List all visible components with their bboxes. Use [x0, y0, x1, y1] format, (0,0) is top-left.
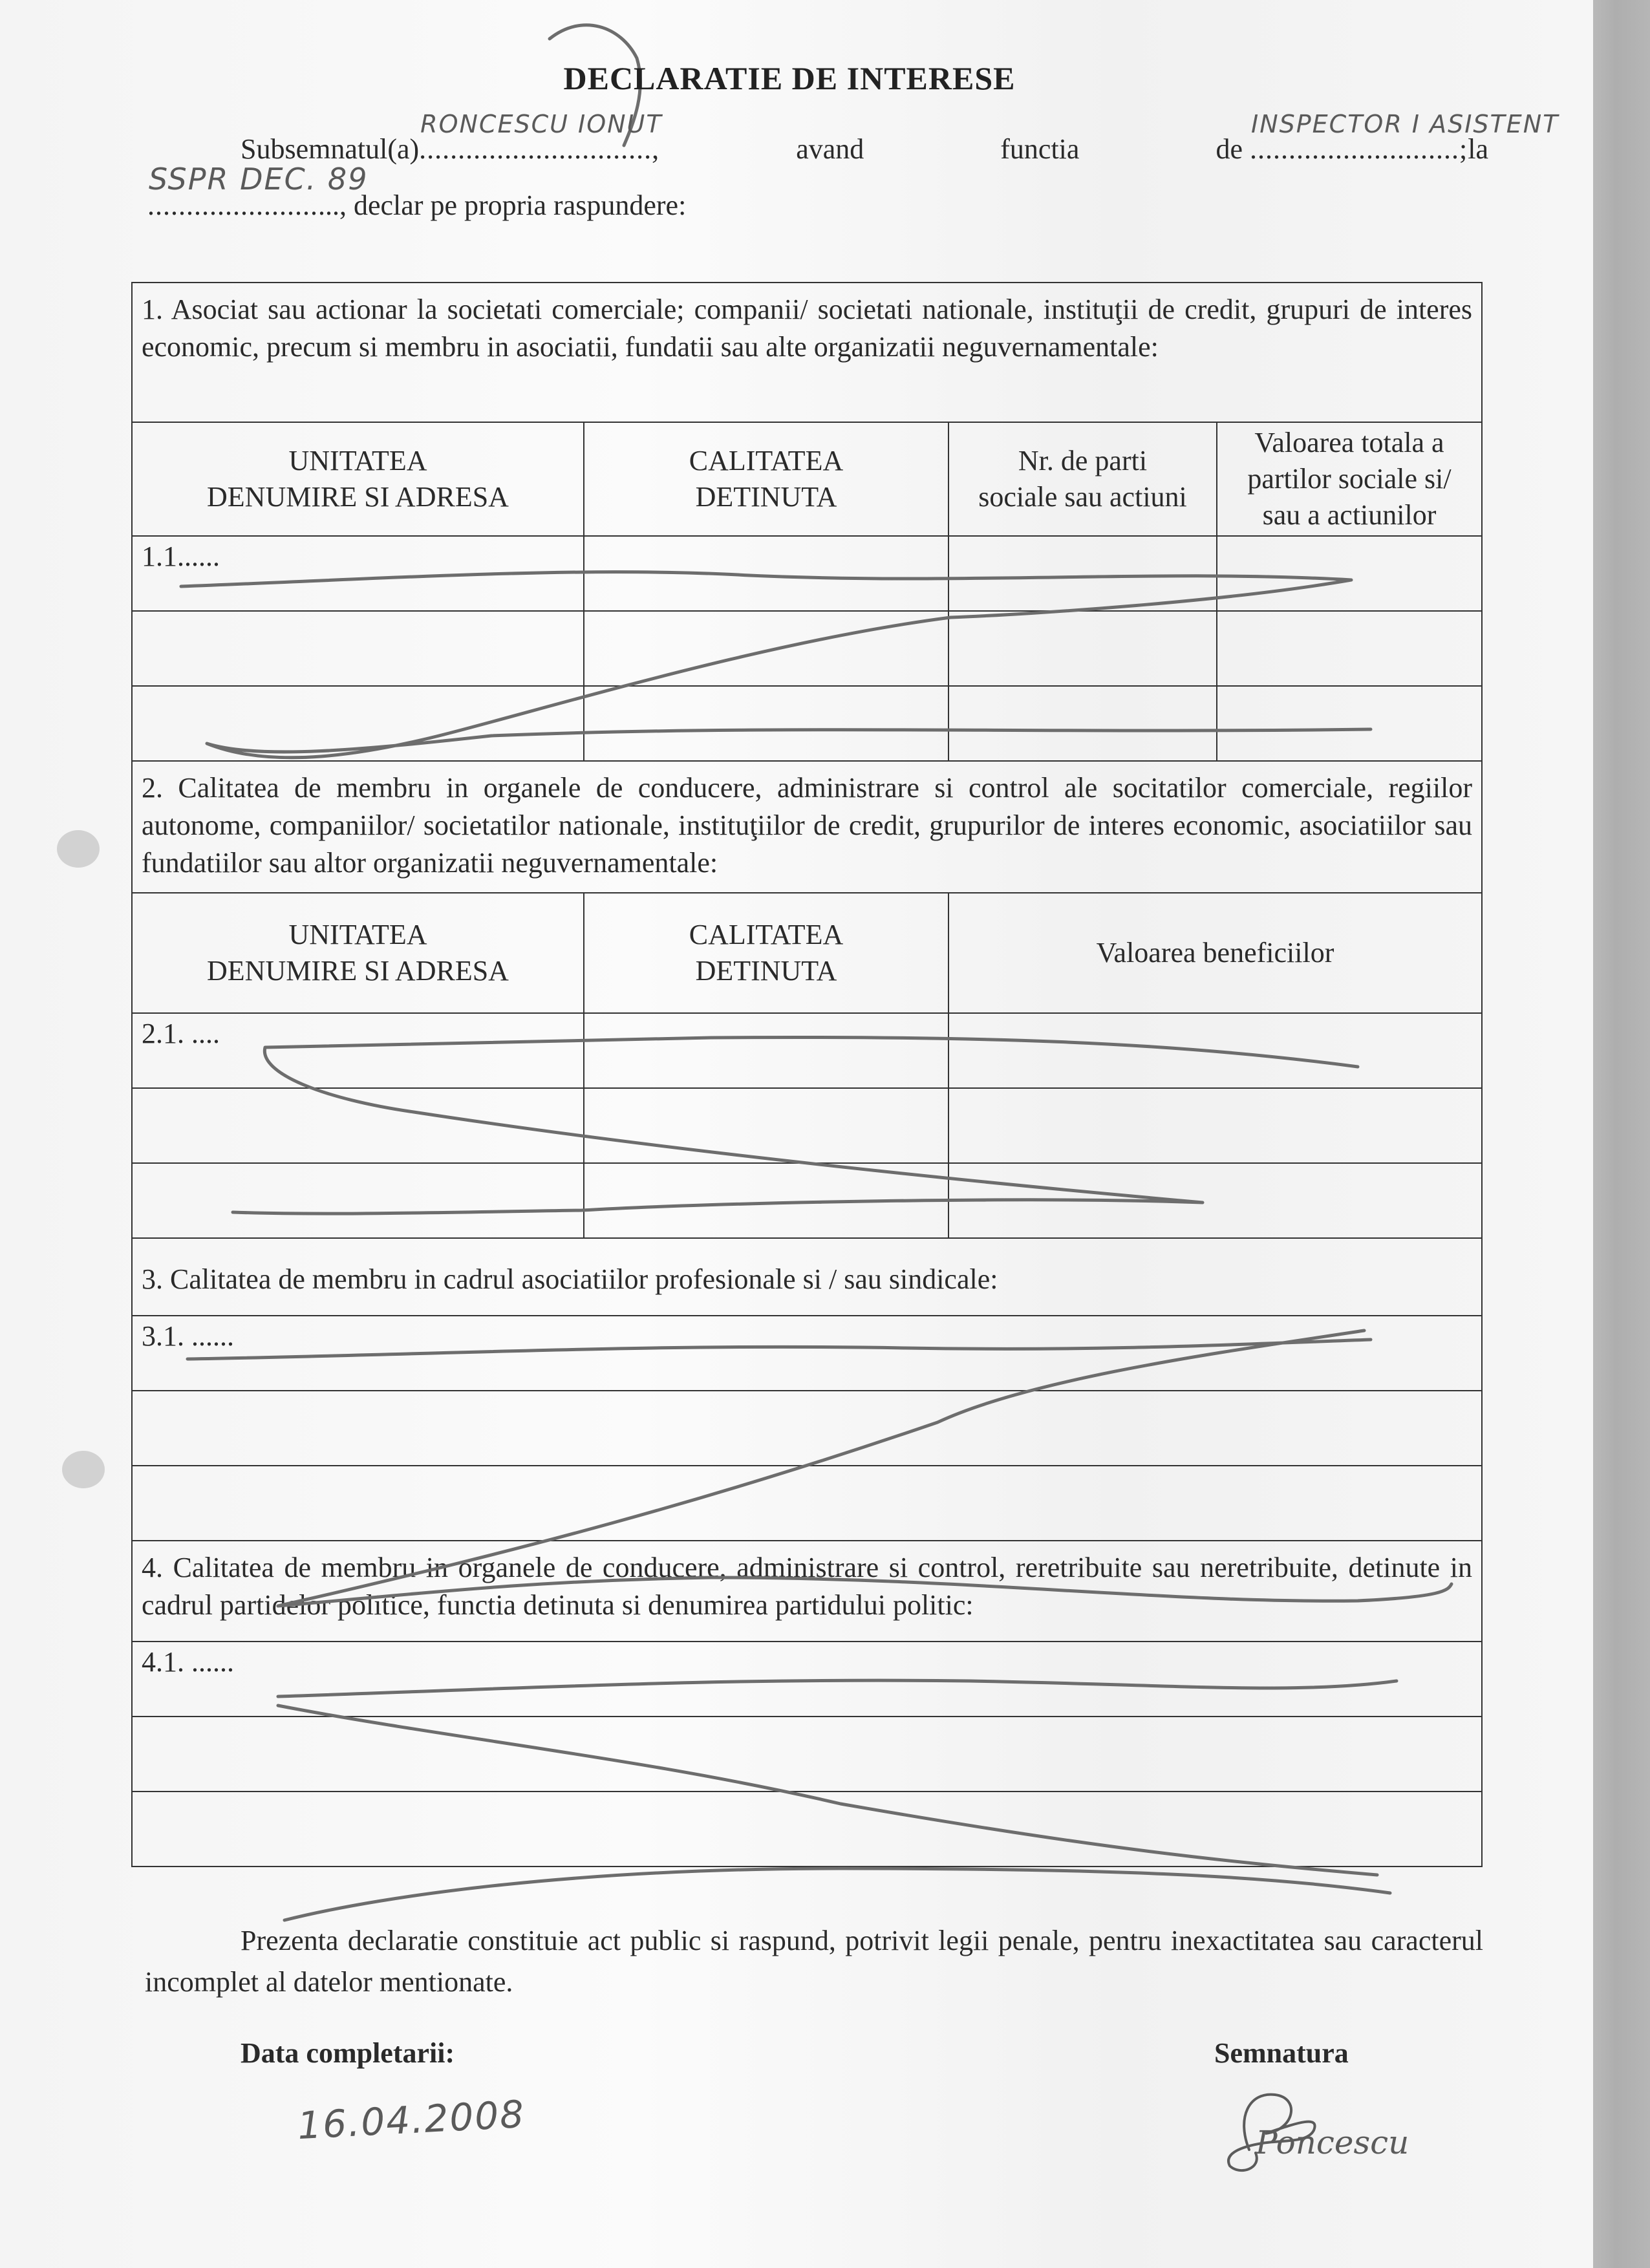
document-title: DECLARATIE DE INTERESE: [563, 60, 1016, 96]
section-2-column-headers: [132, 893, 1482, 1013]
institution-line: [147, 162, 687, 222]
de-label: de: [1216, 133, 1243, 165]
table-row: [132, 611, 1482, 686]
row-label-2-1[interactable]: 2.1. ....: [132, 1013, 584, 1088]
section-2-text: 2. Calitatea de membru in organele de conducere, administrare si control ale socitatilor comerciale, regiilor autonome, companiilor/ societatilor nationale, instituţiilor de credit, grupurilor de interes economic, asociatiilor sau fundatiilor sau altor organizatii neguvernamentale:: [132, 761, 1482, 893]
institution-handwritten: SSPR DEC. 89: [149, 162, 369, 197]
table-cell[interactable]: [584, 611, 948, 686]
table-cell[interactable]: [1217, 686, 1482, 761]
section-4-text: 4. Calitatea de membru in organele de conducere, administrare si control, reretribuite sau neretribuite, detinute in cadrul partidelor politice, functia detinuta si denumirea partidului politic:: [132, 1541, 1482, 1642]
table-cell[interactable]: [584, 536, 948, 611]
table-row: [132, 1163, 1482, 1238]
function-handwritten: INSPECTOR I ASISTENT: [1250, 110, 1559, 138]
table-cell[interactable]: [132, 1466, 1482, 1541]
table-row: [132, 686, 1482, 761]
date-value-handwritten[interactable]: 16.04.2008: [296, 2091, 526, 2148]
section-3-text: 3. Calitatea de membru in cadrul asociatiilor profesionale si / sau sindicale:: [132, 1238, 1482, 1316]
table-row: [132, 536, 1482, 611]
table-row: [132, 1717, 1482, 1792]
table-row: [132, 1466, 1482, 1541]
name-field-group: [241, 110, 663, 166]
table-row: [132, 1642, 1482, 1717]
section-1-text: 1. Asociat sau actionar la societati comerciale; companii/ societati nationale, instituţii de credit, grupuri de interes economic, precum si membru in asociatii, fundatii sau alte organizatii neguvernamentale:: [132, 283, 1482, 422]
table-row: [132, 1792, 1482, 1867]
row-label-4-1[interactable]: 4.1. ......: [132, 1642, 1482, 1717]
name-handwritten: RONCESCU IONUT: [420, 110, 663, 138]
table-cell[interactable]: [584, 1163, 948, 1238]
table-row: [132, 1088, 1482, 1163]
table-cell[interactable]: [948, 1013, 1482, 1088]
col-unitatea: UNITATEA DENUMIRE SI ADRESA: [132, 893, 584, 1013]
date-label: Data completarii:: [241, 2037, 455, 2069]
punch-hole: [57, 830, 100, 868]
la-label: la: [1468, 133, 1488, 165]
table-cell[interactable]: [948, 1163, 1482, 1238]
col-nr-parti: Nr. de parti sociale sau actiuni: [948, 422, 1217, 536]
section-1-header: [132, 283, 1482, 422]
declarant-line: [241, 110, 1559, 166]
table-cell[interactable]: [584, 1088, 948, 1163]
table-row: [132, 1316, 1482, 1391]
table-cell[interactable]: [132, 1163, 584, 1238]
table-cell[interactable]: [132, 611, 584, 686]
section-3-header: [132, 1238, 1482, 1316]
section-1-column-headers: [132, 422, 1482, 536]
table-cell[interactable]: [948, 1088, 1482, 1163]
table-cell[interactable]: [132, 1717, 1482, 1792]
col-unitatea: UNITATEA DENUMIRE SI ADRESA: [132, 422, 584, 536]
punch-hole: [62, 1451, 105, 1488]
table-cell[interactable]: [132, 686, 584, 761]
table-cell[interactable]: [1217, 611, 1482, 686]
col-calitatea: CALITATEA DETINUTA: [584, 422, 948, 536]
interests-table: [131, 282, 1483, 1867]
functia-label: functia: [1000, 133, 1080, 165]
table-cell[interactable]: [948, 686, 1217, 761]
name-dots: ..............................,: [419, 133, 660, 165]
table-cell[interactable]: [948, 611, 1217, 686]
table-cell[interactable]: [948, 536, 1217, 611]
name-field[interactable]: [419, 110, 663, 165]
function-field-group: [1216, 110, 1559, 166]
table-row: [132, 1391, 1482, 1466]
scanner-edge-strip: [1593, 0, 1650, 2268]
table-cell[interactable]: [132, 1088, 584, 1163]
col-valoarea-totala: Valoarea totala a partilor sociale si/ sau a actiunilor: [1217, 422, 1482, 536]
institution-field[interactable]: [147, 162, 369, 222]
row-label-3-1[interactable]: 3.1. ......: [132, 1316, 1482, 1391]
table-cell[interactable]: [1217, 536, 1482, 611]
signature[interactable]: [1204, 2079, 1409, 2176]
table-cell[interactable]: [584, 1013, 948, 1088]
col-valoarea-beneficiilor: Valoarea beneficiilor: [948, 893, 1482, 1013]
avand-label: avand: [796, 133, 864, 165]
table-cell[interactable]: [584, 686, 948, 761]
row-label-1-1[interactable]: 1.1......: [132, 536, 584, 611]
legal-statement: Prezenta declaratie constituie act public si raspund, potrivit legii penale, pentru inexactitatea sau caracterul incomplet al datelor mentionate.: [145, 1925, 1483, 1998]
signature-label: Semnatura: [1214, 2037, 1349, 2069]
section-2-header: [132, 761, 1482, 893]
table-row: [132, 1013, 1482, 1088]
signature-text: Poncescu: [1256, 2124, 1409, 2161]
col-calitatea: CALITATEA DETINUTA: [584, 893, 948, 1013]
institution-dots: ......................: [147, 189, 318, 221]
table-cell[interactable]: [132, 1792, 1482, 1867]
subsemnatul-label: Subsemnatul(a): [241, 133, 420, 165]
declar-text: ..., declar pe propria raspundere:: [318, 189, 687, 221]
function-dots: ...........................;: [1249, 133, 1468, 165]
table-cell[interactable]: [132, 1391, 1482, 1466]
section-4-header: [132, 1541, 1482, 1642]
